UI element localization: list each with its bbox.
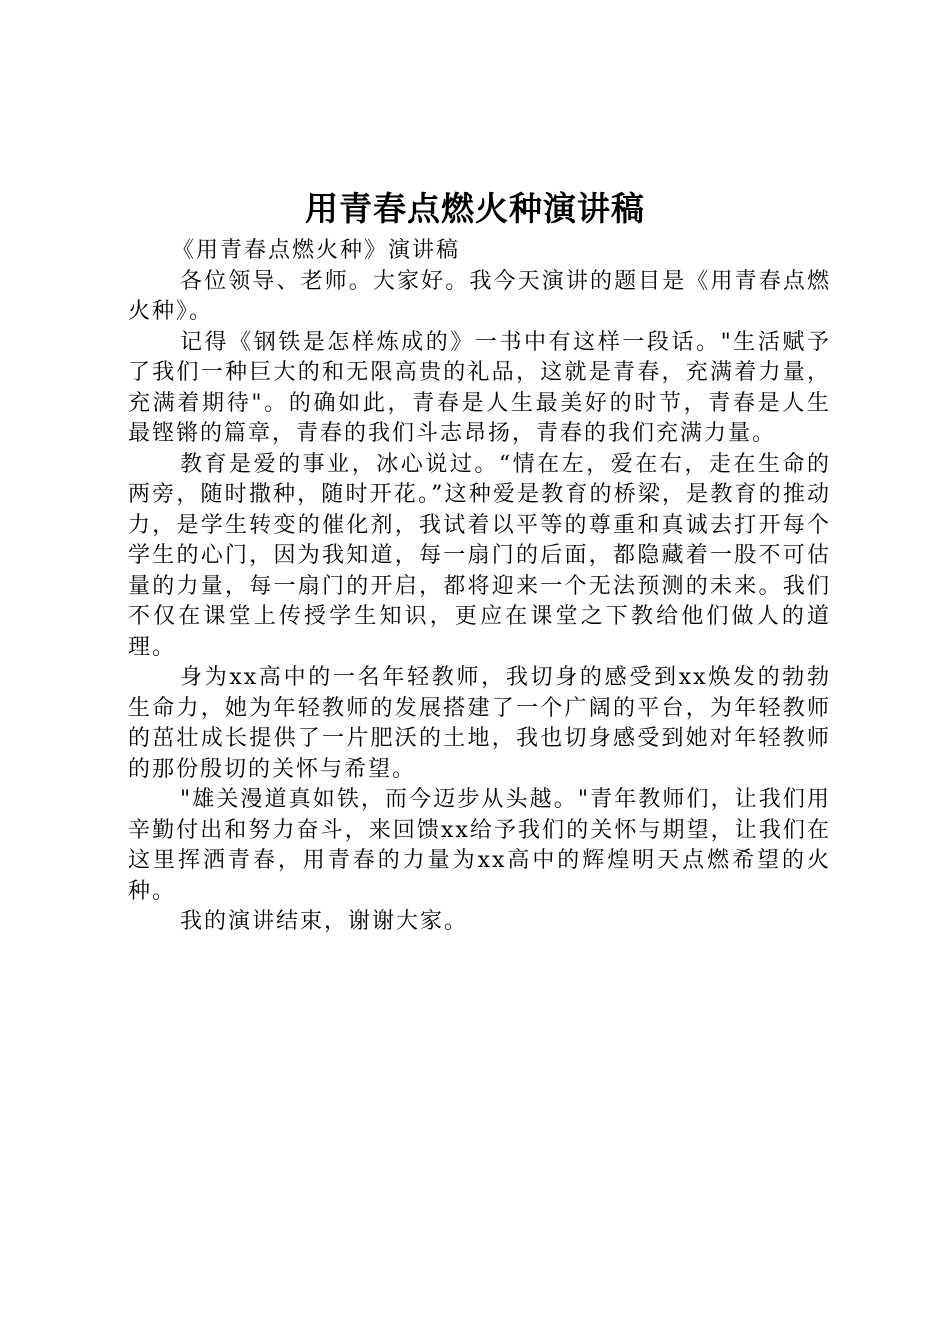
paragraph-greeting: 各位领导、老师。大家好。我今天演讲的题目是《用青春点燃火种》。 [128,268,831,324]
document-subtitle: 《用青春点燃火种》演讲稿 [172,238,461,263]
paragraph-young-teacher: 身为xx高中的一名年轻教师，我切身的感受到xx焕发的勃勃生命力，她为年轻教师的发展搭建了一个广阔的平台，为年轻教师的茁壮成长提供了一片肥沃的土地，我也切身感受到她对年轻教师的那份殷切的关怀与希望。 [128,665,831,782]
document-body [128,236,831,938]
paragraph-call-to-action: "雄关漫道真如铁，而今迈步从头越。"青年教师们，让我们用辛勤付出和努力奋斗，来回馈xx给予我们的关怀与期望，让我们在这里挥洒青春，用青春的力量为xx高中的辉煌明天点燃希望的火种。 [128,787,831,904]
paragraph-education-love: 教育是爱的事业，冰心说过。“情在左，爱在右，走在生命的两旁，随时撒种，随时开花。”这种爱是教育的桥梁，是教育的推动力，是学生转变的催化剂，我试着以平等的尊重和真诚去打开每个学生的心门，因为我知道，每一扇门的后面，都隐藏着一股不可估量的力量，每一扇门的开启，都将迎来一个无法预测的未来。我们不仅在课堂上传授学生知识，更应在课堂之下教给他们做人的道理。 [128,451,831,660]
document-title: 用青春点燃火种演讲稿 [305,189,645,228]
paragraph-youth-quote: 记得《钢铁是怎样炼成的》一书中有这样一段话。"生活赋予了我们一种巨大的和无限高贵的礼品，这就是青春，充满着力量，充满着期待"。的确如此，青春是人生最美好的时节，青春是人生最铿锵的篇章，青春的我们斗志昂扬，青春的我们充满力量。 [128,329,831,446]
paragraph-closing: 我的演讲结束，谢谢大家。 [180,909,469,934]
